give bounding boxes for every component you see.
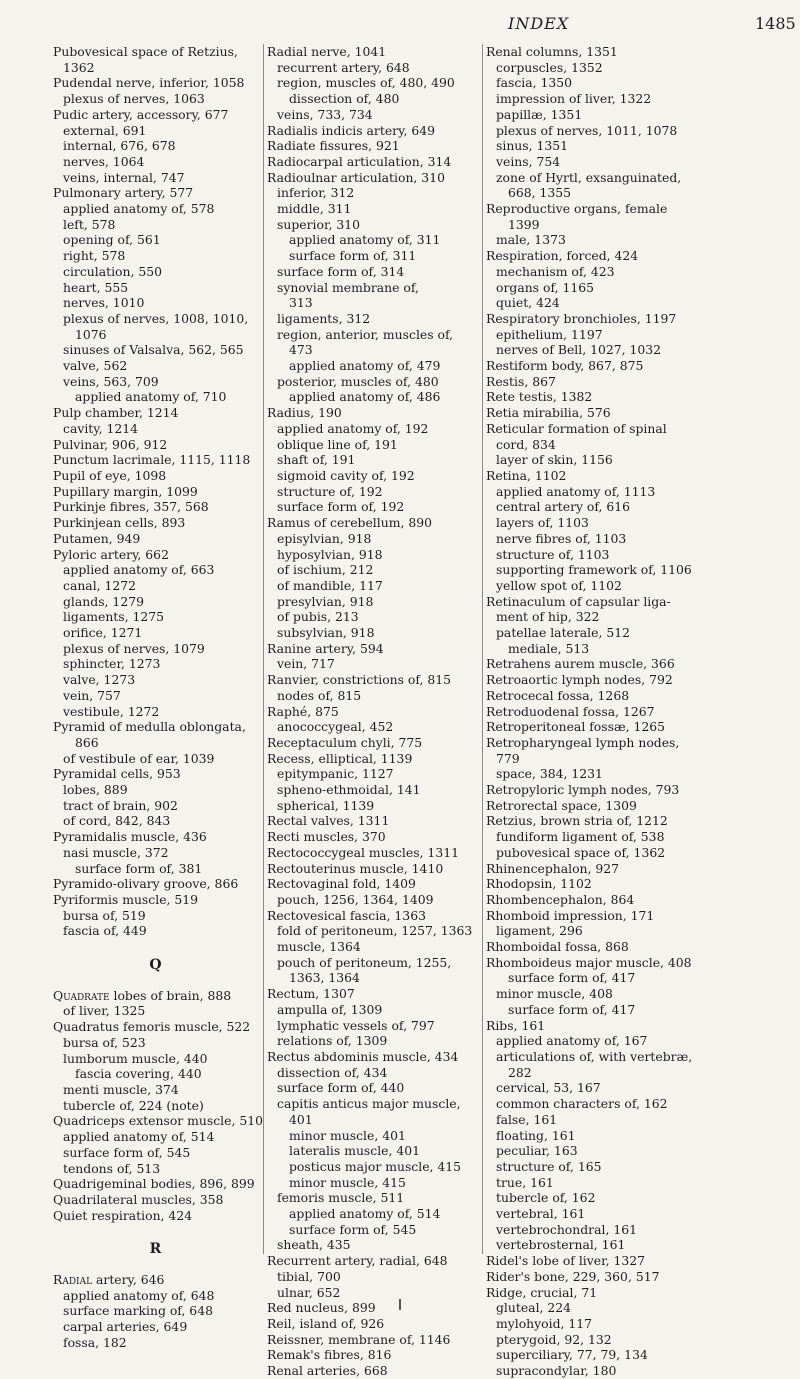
index-subentry: ampulla of, 1309 — [277, 1001, 383, 1017]
index-subentry: 1076 — [75, 326, 107, 342]
index-subentry: cervical, 53, 167 — [496, 1080, 601, 1096]
index-subentry: applied anatomy of, 663 — [63, 562, 215, 578]
index-subentry: 866 — [75, 734, 99, 750]
index-subentry: fossa, 182 — [63, 1334, 127, 1350]
index-entry: Retroperitoneal fossæ, 1265 — [486, 719, 666, 735]
index-entry: Ranine artery, 594 — [267, 640, 384, 656]
index-subentry: plexus of nerves, 1008, 1010, — [63, 310, 249, 326]
index-subentry: yellow spot of, 1102 — [496, 577, 622, 593]
index-entry: Radial nerve, 1041 — [267, 44, 387, 59]
index-subentry: surface form of, 314 — [277, 263, 405, 279]
index-subentry: patellae laterale, 512 — [496, 625, 631, 641]
index-subentry: peculiar, 163 — [496, 1143, 578, 1159]
index-entry: Respiratory bronchioles, 1197 — [486, 310, 677, 326]
index-entry: Purkinjean cells, 893 — [53, 515, 186, 531]
index-subentry: fold of peritoneum, 1257, 1363 — [277, 923, 473, 939]
running-head: INDEX — [508, 14, 570, 33]
index-subentry: of mandible, 117 — [277, 577, 383, 593]
index-subentry: sinuses of Valsalva, 562, 565 — [63, 342, 244, 358]
index-subentry: muscle, 1364 — [277, 939, 361, 955]
index-subentry: tibial, 700 — [277, 1268, 341, 1284]
index-subentry: 779 — [496, 750, 520, 766]
index-entry: Rhomboidal fossa, 868 — [486, 939, 629, 955]
index-subentry: mylohyoid, 117 — [496, 1315, 593, 1331]
index-subentry: vertebral, 161 — [496, 1206, 586, 1222]
index-subentry: 282 — [508, 1064, 532, 1080]
index-subentry: applied anatomy of, 479 — [289, 358, 441, 374]
index-entry — [53, 988, 258, 1004]
index-subentry: fascia of, 449 — [63, 923, 147, 939]
index-entry: Pulvinar, 906, 912 — [53, 436, 168, 452]
index-subentry: surface form of, 192 — [277, 499, 405, 515]
index-subentry: capitis anticus major muscle, — [277, 1096, 461, 1112]
index-subentry: applied anatomy of, 578 — [63, 201, 215, 217]
entry-lead-word: Radial — [53, 1272, 93, 1288]
index-subentry: minor muscle, 408 — [496, 986, 613, 1002]
index-column-2 — [267, 44, 477, 1379]
index-subentry: superior, 310 — [277, 216, 361, 232]
index-entry: Retina, 1102 — [486, 467, 567, 483]
index-subentry: applied anatomy of, 514 — [63, 1129, 215, 1145]
index-subentry: relations of, 1309 — [277, 1033, 388, 1049]
index-subentry: veins, internal, 747 — [63, 169, 185, 185]
index-subentry: applied anatomy of, 710 — [75, 389, 227, 405]
index-entry: Rete testis, 1382 — [486, 389, 593, 405]
index-subentry: spherical, 1139 — [277, 797, 375, 813]
index-entry: Rhinencephalon, 927 — [486, 860, 620, 876]
index-subentry: supporting framework of, 1106 — [496, 562, 692, 578]
index-subentry: veins, 754 — [496, 153, 561, 169]
section-letter: Q — [149, 957, 162, 974]
index-subentry: episylvian, 918 — [277, 530, 372, 546]
index-subentry: superciliary, 77, 79, 134 — [496, 1347, 648, 1363]
index-entry: Retzius, brown stria of, 1212 — [486, 813, 668, 829]
index-subentry: region, muscles of, 480, 490 — [277, 75, 455, 91]
index-subentry: 1399 — [508, 216, 540, 232]
index-subentry: bursa of, 519 — [63, 907, 146, 923]
index-entry: Quiet respiration, 424 — [53, 1207, 193, 1223]
index-subentry: posterior, muscles of, 480 — [277, 373, 439, 389]
index-entry: Renal arteries, 668 — [267, 1363, 388, 1379]
index-entry: Restis, 867 — [486, 373, 556, 389]
index-subentry: 1363, 1364 — [289, 970, 360, 986]
index-subentry: surface form of, 545 — [289, 1221, 417, 1237]
index-entry: Rectum, 1307 — [267, 986, 355, 1002]
index-subentry: sigmoid cavity of, 192 — [277, 467, 415, 483]
index-subentry: vestibule, 1272 — [63, 703, 160, 719]
index-entry: Ribs, 161 — [486, 1017, 546, 1033]
index-entry: Pulp chamber, 1214 — [53, 405, 179, 421]
index-subentry: tract of brain, 902 — [63, 797, 178, 813]
index-subentry: lateralis muscle, 401 — [289, 1143, 421, 1159]
index-subentry: inferior, 312 — [277, 185, 355, 201]
index-entry: Ridel's lobe of liver, 1327 — [486, 1253, 646, 1269]
index-subentry: space, 384, 1231 — [496, 766, 603, 782]
index-entry: Red nucleus, 899 — [267, 1300, 376, 1316]
index-entry: Rectococcygeal muscles, 1311 — [267, 844, 459, 860]
index-subentry: tubercle of, 224 (note) — [63, 1097, 204, 1113]
index-subentry: subsylvian, 918 — [277, 625, 375, 641]
index-subentry: floating, 161 — [496, 1127, 576, 1143]
page-number: 1485 — [755, 14, 796, 33]
index-subentry: structure of, 1103 — [496, 546, 610, 562]
index-subentry: nodes of, 815 — [277, 687, 362, 703]
index-entry: Rectus abdominis muscle, 434 — [267, 1049, 459, 1064]
index-subentry: menti muscle, 374 — [63, 1082, 179, 1097]
index-subentry: ligament, 296 — [496, 923, 583, 939]
index-entry: Retropharyngeal lymph nodes, — [486, 734, 680, 750]
index-subentry: fascia, 1350 — [496, 75, 573, 91]
index-subentry: structure of, 192 — [277, 483, 383, 499]
index-entry: Ranvier, constrictions of, 815 — [267, 672, 452, 688]
index-subentry: ulnar, 652 — [277, 1284, 341, 1300]
index-subentry: spheno-ethmoidal, 141 — [277, 782, 421, 798]
index-entry: Respiration, forced, 424 — [486, 248, 639, 264]
index-subentry: epithelium, 1197 — [496, 326, 603, 342]
index-entry: Retrorectal space, 1309 — [486, 797, 637, 813]
index-entry: Pudic artery, accessory, 677 — [53, 106, 229, 122]
index-subentry: of vestibule of ear, 1039 — [63, 750, 215, 766]
index-entry: Pyloric artery, 662 — [53, 546, 169, 562]
index-entry: Pyramid of medulla oblongata, — [53, 719, 246, 735]
index-entry: Pupil of eye, 1098 — [53, 467, 167, 483]
index-subentry: sheath, 435 — [277, 1237, 351, 1253]
index-subentry: carpal arteries, 649 — [63, 1319, 188, 1335]
index-entry: Raphé, 875 — [267, 703, 339, 719]
index-entry: Pubovesical space of Retzius, — [53, 44, 238, 59]
index-entry: Rider's bone, 229, 360, 517 — [486, 1268, 660, 1284]
index-subentry: middle, 311 — [277, 201, 352, 217]
index-entry: Rhombencephalon, 864 — [486, 891, 635, 907]
index-subentry: veins, 563, 709 — [63, 373, 159, 389]
index-subentry: applied anatomy of, 514 — [289, 1206, 441, 1222]
index-subentry: common characters of, 162 — [496, 1096, 668, 1112]
index-subentry: nerves of Bell, 1027, 1032 — [496, 342, 662, 358]
index-subentry: nerves, 1064 — [63, 153, 145, 169]
index-entry: Reticular formation of spinal — [486, 420, 667, 436]
index-subentry: nerves, 1010 — [63, 295, 145, 311]
index-subentry: 668, 1355 — [508, 185, 572, 201]
index-subentry: of pubis, 213 — [277, 609, 359, 625]
index-entry: Pudendal nerve, inferior, 1058 — [53, 75, 245, 91]
page-header — [0, 8, 800, 42]
index-subentry: applied anatomy of, 1113 — [496, 483, 656, 499]
index-subentry: minor muscle, 415 — [289, 1174, 406, 1190]
index-entry: Retrahens aurem muscle, 366 — [486, 656, 675, 672]
index-subentry: right, 578 — [63, 248, 126, 264]
index-subentry: organs of, 1165 — [496, 279, 594, 295]
index-subentry: valve, 1273 — [63, 672, 136, 688]
index-entry: Rhomboideus major muscle, 408 — [486, 954, 692, 970]
index-entry: Rhodopsin, 1102 — [486, 876, 592, 892]
index-subentry: surface marking of, 648 — [63, 1303, 213, 1319]
index-subentry: surface form of, 311 — [289, 248, 417, 264]
index-subentry: 313 — [289, 295, 313, 311]
index-subentry: ment of hip, 322 — [496, 609, 600, 625]
index-column-1 — [53, 44, 263, 1351]
index-entry: Pyriformis muscle, 519 — [53, 891, 199, 907]
index-entry: Putamen, 949 — [53, 530, 141, 546]
index-subentry: pouch, 1256, 1364, 1409 — [277, 891, 434, 907]
index-subentry: canal, 1272 — [63, 577, 137, 593]
index-entry: Retinaculum of capsular liga- — [486, 593, 671, 609]
index-entry: Reproductive organs, female — [486, 201, 668, 217]
index-entry: Reil, island of, 926 — [267, 1315, 385, 1331]
index-entry: Rectal valves, 1311 — [267, 813, 390, 829]
index-subentry: mediale, 513 — [508, 640, 590, 656]
index-entry: Quadratus femoris muscle, 522 — [53, 1019, 251, 1035]
index-entry: Recurrent artery, radial, 648 — [267, 1253, 448, 1269]
index-entry: Receptaculum chyli, 775 — [267, 734, 423, 750]
index-subentry: tendons of, 513 — [63, 1160, 161, 1176]
index-subentry: gluteal, 224 — [496, 1300, 572, 1316]
index-subentry: pouch of peritoneum, 1255, — [277, 954, 452, 970]
index-subentry: pterygoid, 92, 132 — [496, 1331, 612, 1347]
index-subentry: surface form of, 417 — [508, 1001, 636, 1017]
index-subentry: dissection of, 480 — [289, 91, 400, 107]
index-subentry: cord, 834 — [496, 436, 556, 452]
index-subentry: presylvian, 918 — [277, 593, 374, 609]
index-subentry: surface form of, 545 — [63, 1144, 191, 1160]
index-subentry: hyposylvian, 918 — [277, 546, 383, 562]
index-subentry: layer of skin, 1156 — [496, 452, 613, 468]
index-entry: Retropyloric lymph nodes, 793 — [486, 782, 680, 798]
index-subentry: mechanism of, 423 — [496, 263, 615, 279]
index-subentry: impression of liver, 1322 — [496, 91, 652, 107]
index-subentry: lobes, 889 — [63, 782, 128, 798]
index-subentry: applied anatomy of, 167 — [496, 1033, 648, 1049]
index-subentry: 473 — [289, 342, 313, 358]
index-entry: Quadrilateral muscles, 358 — [53, 1191, 224, 1207]
index-subentry: sphincter, 1273 — [63, 656, 161, 672]
index-entry: Remak's fibres, 816 — [267, 1347, 392, 1363]
index-subentry: lymphatic vessels of, 797 — [277, 1017, 435, 1033]
index-subentry: plexus of nerves, 1079 — [63, 640, 205, 656]
index-subentry: region, anterior, muscles of, — [277, 326, 454, 342]
index-subentry: bursa of, 523 — [63, 1034, 146, 1050]
index-entry: Pyramidalis muscle, 436 — [53, 829, 207, 845]
index-subentry: surface form of, 417 — [508, 970, 636, 986]
index-subentry: posticus major muscle, 415 — [289, 1158, 462, 1174]
index-entry: Retia mirabilia, 576 — [486, 405, 611, 421]
index-entry: Pyramido-olivary groove, 866 — [53, 876, 239, 892]
index-subentry: surface form of, 440 — [277, 1080, 405, 1096]
index-subentry: recurrent artery, 648 — [277, 59, 410, 75]
index-subentry: central artery of, 616 — [496, 499, 631, 515]
index-subentry: vein, 717 — [277, 656, 335, 672]
index-subentry: of liver, 1325 — [63, 1003, 146, 1019]
index-subentry: false, 161 — [496, 1111, 558, 1127]
entry-text: artery, 646 — [92, 1272, 165, 1288]
index-subentry: internal, 676, 678 — [63, 138, 176, 154]
section-letter: R — [149, 1241, 162, 1258]
index-entry: Quadriceps extensor muscle, 510 — [53, 1113, 263, 1129]
index-column-3 — [486, 44, 701, 1379]
index-subentry: cavity, 1214 — [63, 420, 139, 436]
index-entry: Punctum lacrimale, 1115, 1118 — [53, 452, 251, 468]
index-entry: Radialis indicis artery, 649 — [267, 122, 435, 138]
index-subentry: vertebrosternal, 161 — [496, 1237, 626, 1253]
index-subentry: articulations of, with vertebræ, — [496, 1049, 693, 1064]
index-entry: Pupillary margin, 1099 — [53, 483, 198, 499]
index-subentry: nasi muscle, 372 — [63, 844, 169, 860]
index-subentry: male, 1373 — [496, 232, 566, 248]
index-entry: Ridge, crucial, 71 — [486, 1284, 598, 1300]
index-entry: Rectovesical fascia, 1363 — [267, 907, 426, 923]
index-subentry: orifice, 1271 — [63, 625, 143, 641]
index-subentry: quiet, 424 — [496, 295, 560, 311]
index-subentry: plexus of nerves, 1011, 1078 — [496, 122, 678, 138]
index-subentry: corpuscles, 1352 — [496, 59, 603, 75]
index-entry: Purkinje fibres, 357, 568 — [53, 499, 209, 515]
index-entry: Quadrigeminal bodies, 896, 899 — [53, 1176, 255, 1192]
index-subentry: lumborum muscle, 440 — [63, 1050, 208, 1066]
index-subentry: applied anatomy of, 192 — [277, 420, 429, 436]
index-subentry: 401 — [289, 1111, 313, 1127]
index-entry: Ramus of cerebellum, 890 — [267, 515, 432, 531]
index-subentry: dissection of, 434 — [277, 1064, 388, 1080]
index-subentry: vein, 757 — [63, 687, 121, 703]
index-entry: Pulmonary artery, 577 — [53, 185, 194, 201]
index-subentry: vertebrochondral, 161 — [496, 1221, 637, 1237]
index-subentry: minor muscle, 401 — [289, 1127, 406, 1143]
index-subentry: structure of, 165 — [496, 1158, 602, 1174]
index-subentry: sinus, 1351 — [496, 138, 569, 154]
index-subentry: oblique line of, 191 — [277, 436, 398, 452]
index-subentry: circulation, 550 — [63, 263, 163, 279]
index-subentry: opening of, 561 — [63, 232, 161, 248]
index-subentry: fascia covering, 440 — [75, 1066, 202, 1082]
index-entry: Recti muscles, 370 — [267, 829, 386, 845]
index-subentry: layers of, 1103 — [496, 515, 589, 531]
index-entry: Retrocecal fossa, 1268 — [486, 687, 630, 703]
index-subentry: epitympanic, 1127 — [277, 766, 394, 782]
index-subentry: anococcygeal, 452 — [277, 719, 394, 735]
index-subentry: veins, 733, 734 — [277, 106, 373, 122]
index-subentry: fundiform ligament of, 538 — [496, 829, 665, 845]
index-subentry: of ischium, 212 — [277, 562, 374, 578]
index-entry: Radius, 190 — [267, 405, 342, 421]
index-subentry: heart, 555 — [63, 279, 129, 295]
index-subentry: of cord, 842, 843 — [63, 813, 171, 829]
index-subentry: glands, 1279 — [63, 593, 144, 609]
index-subentry: external, 691 — [63, 122, 147, 138]
index-subentry: femoris muscle, 511 — [277, 1190, 405, 1206]
index-entry: Renal columns, 1351 — [486, 44, 618, 59]
index-subentry: ligaments, 312 — [277, 310, 371, 326]
index-entry: Rectouterinus muscle, 1410 — [267, 860, 444, 876]
index-entry: Restiform body, 867, 875 — [486, 358, 644, 374]
index-entry: Recess, elliptical, 1139 — [267, 750, 413, 766]
index-entry: Pyramidal cells, 953 — [53, 766, 181, 782]
index-subentry: ligaments, 1275 — [63, 609, 165, 625]
index-subentry: nerve fibres of, 1103 — [496, 530, 627, 546]
index-entry: Retroaortic lymph nodes, 792 — [486, 672, 673, 688]
index-subentry: applied anatomy of, 648 — [63, 1287, 215, 1303]
index-subentry: true, 161 — [496, 1174, 554, 1190]
index-entry — [53, 1272, 258, 1288]
index-entry: Radiocarpal articulation, 314 — [267, 153, 452, 169]
index-entry: Radiate fissures, 921 — [267, 138, 400, 154]
entry-text: lobes of brain, 888 — [109, 987, 232, 1003]
index-subentry: pubovesical space of, 1362 — [496, 844, 666, 860]
index-subentry: left, 578 — [63, 216, 116, 232]
index-entry: Rectovaginal fold, 1409 — [267, 876, 416, 892]
index-subentry: valve, 562 — [63, 358, 128, 374]
index-subentry: shaft of, 191 — [277, 452, 356, 468]
index-subentry: tubercle of, 162 — [496, 1190, 596, 1206]
index-subentry: zone of Hyrtl, exsanguinated, — [496, 169, 682, 185]
index-subentry: plexus of nerves, 1063 — [63, 91, 205, 107]
page-footer-mark — [399, 1299, 401, 1310]
index-subentry: 1362 — [63, 59, 95, 75]
entry-lead-word: Quadrate — [53, 987, 110, 1003]
index-entry: Retroduodenal fossa, 1267 — [486, 703, 655, 719]
index-subentry: surface form of, 381 — [75, 860, 203, 876]
index-entry: Radioulnar articulation, 310 — [267, 169, 445, 185]
index-subentry: applied anatomy of, 311 — [289, 232, 441, 248]
index-entry: Rhomboid impression, 171 — [486, 907, 655, 923]
index-subentry: supracondylar, 180 — [496, 1363, 617, 1379]
index-entry: Reissner, membrane of, 1146 — [267, 1331, 451, 1347]
index-subentry: papillæ, 1351 — [496, 106, 583, 122]
index-subentry: synovial membrane of, — [277, 279, 419, 295]
index-subentry: applied anatomy of, 486 — [289, 389, 441, 405]
